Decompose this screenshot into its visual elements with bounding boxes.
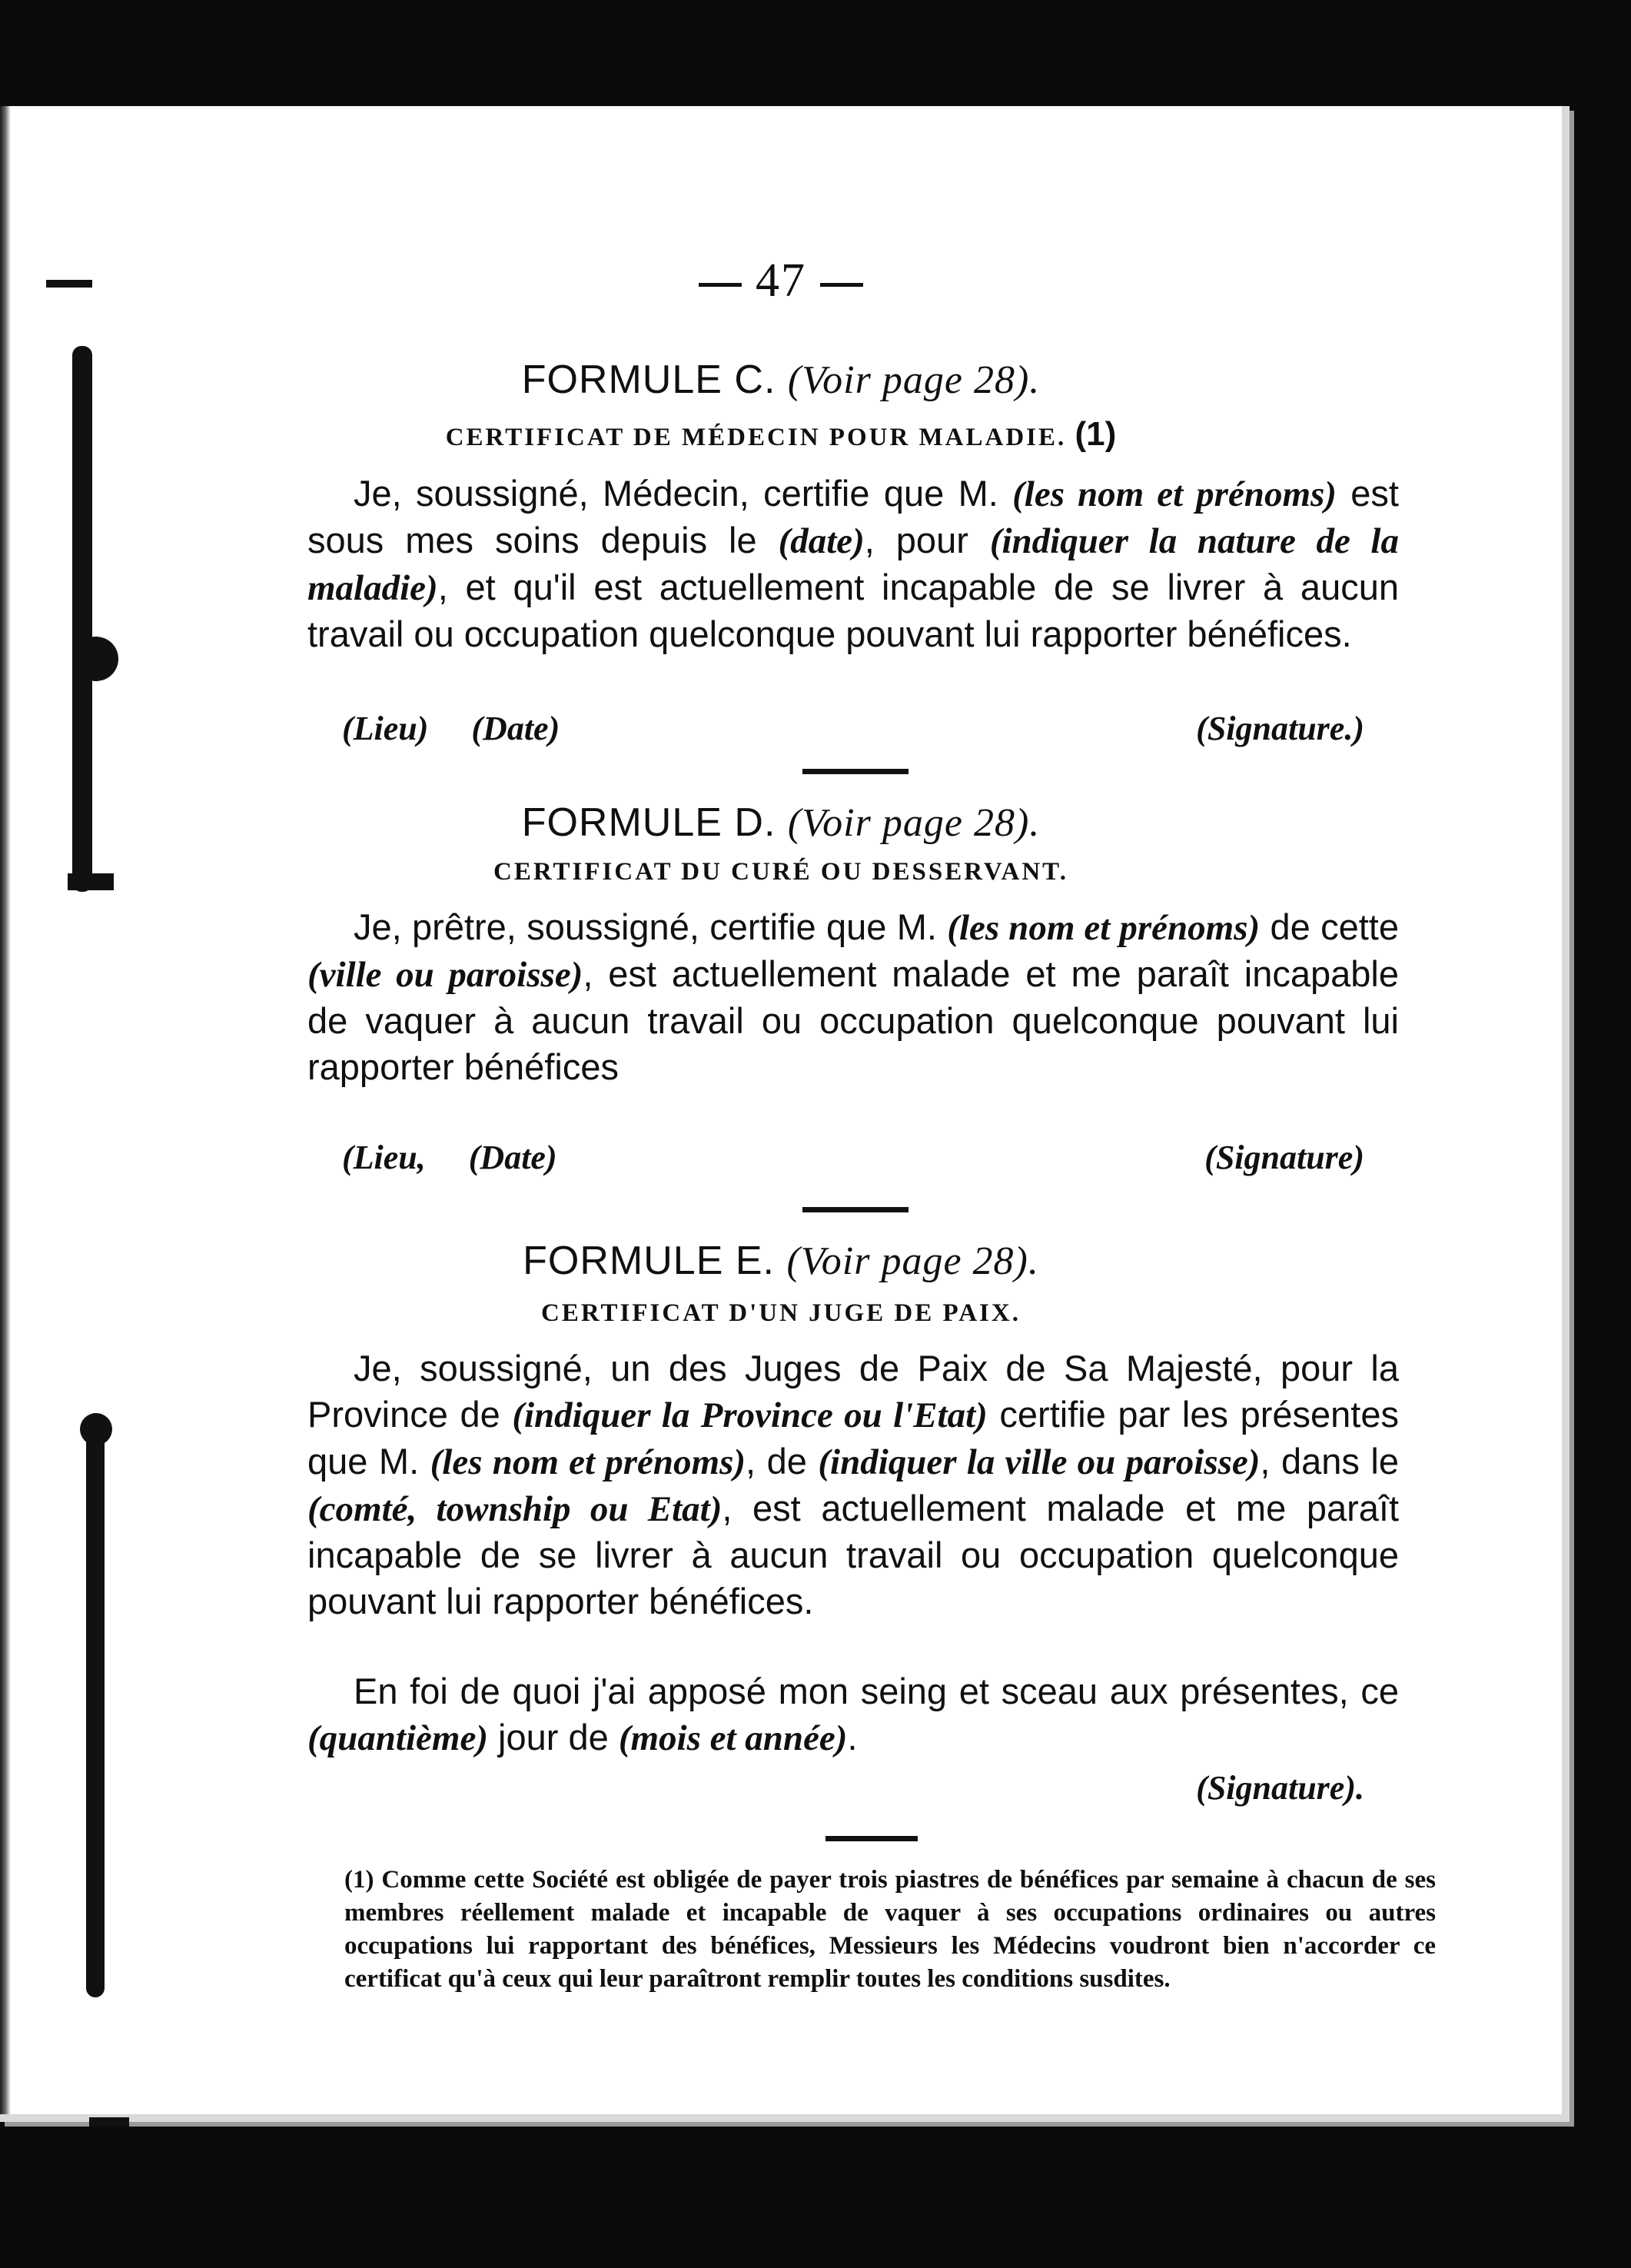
- placeholder-text: (ville ou paroisse): [307, 955, 583, 995]
- body-text-run: Je, soussigné, Médecin, certifie que M.: [354, 473, 1013, 514]
- formule-c-signature-line: [342, 709, 1364, 748]
- binding-knot-upper: [74, 637, 118, 681]
- body-text-run: , dans le: [1260, 1441, 1399, 1482]
- placeholder-text: (indiquer la Province ou l'Etat): [512, 1395, 988, 1435]
- formule-c-paragraph: [307, 471, 1399, 657]
- placeholder-text: (les nom et prénoms): [947, 908, 1261, 948]
- formule-c-heading: FORMULE C. (Voir page 28).: [521, 357, 1041, 402]
- place-field: (Lieu,: [342, 1139, 426, 1176]
- placeholder-text: (quantième): [307, 1718, 488, 1758]
- body-text-run: Je, soussigné, un des Juges de Paix de Sa Majesté, pour la Province de: [307, 1348, 1399, 1435]
- footnote: (1) Comme cette Société est obligée de payer trois piastres de bénéfices par semaine à chacun de ses membres réellement malade et incapable de vaquer à ses occupations ordinaires ou autres occupations lui rapportant des bénéfices, Messieurs les Médecins voudront bien n'accorder ce certificat qu'à ceux qui leur paraîtront remplir toutes les conditions susdites.: [344, 1866, 1436, 1993]
- placeholder-text: (comté, township ou Etat): [307, 1489, 722, 1529]
- formule-d-signature-line: [342, 1138, 1364, 1177]
- binding-knot-lower: [80, 1413, 112, 1445]
- body-text-run: , pour: [864, 520, 990, 560]
- formule-e-paragraph-2: [307, 1668, 1399, 1761]
- page-number: 47: [0, 254, 1562, 308]
- body-text-run: , est actuellement malade et me paraît incapable de se livrer à aucun travail ou occupation quelconque pouvant lui rapporter bénéfices.: [307, 1488, 1400, 1621]
- formule-d-page-ref: (Voir page 28).: [787, 801, 1041, 845]
- section-divider: [802, 769, 909, 774]
- placeholder-text: (les nom et prénoms): [430, 1442, 746, 1482]
- scanned-page: [0, 106, 1570, 2122]
- place-field: (Lieu): [342, 710, 429, 747]
- placeholder-text: (mois et année): [618, 1718, 848, 1758]
- body-text-run: jour de: [487, 1717, 619, 1758]
- body-text-run: .: [847, 1717, 858, 1758]
- placeholder-text: (date): [778, 521, 865, 561]
- placeholder-text: (indiquer la ville ou paroisse): [818, 1442, 1261, 1482]
- formule-d-subheading: CERTIFICAT DU CURÉ OU DESSERVANT.: [493, 858, 1068, 886]
- footnote-marker: (1): [1075, 415, 1117, 453]
- signature-field: (Signature): [1204, 1139, 1364, 1176]
- body-text-run: , et qu'il est actuellement incapable de se livrer à aucun travail ou occupation quelconque pouvant lui rapporter bénéfices.: [307, 567, 1399, 654]
- section-divider: [802, 1207, 909, 1212]
- body-text-run: , de: [746, 1441, 819, 1482]
- formule-c-page-ref: (Voir page 28).: [787, 358, 1041, 402]
- body-text-run: certifie par les présentes que M.: [307, 1394, 1399, 1482]
- body-text-run: Je, prêtre, soussigné, certifie que M.: [354, 906, 948, 947]
- placeholder-text: (les nom et prénoms): [1012, 474, 1337, 514]
- formule-e-page-ref: (Voir page 28).: [786, 1239, 1039, 1283]
- formule-e-heading: FORMULE E. (Voir page 28).: [523, 1239, 1039, 1283]
- formule-e-paragraph: [307, 1345, 1399, 1625]
- binding-stitch-bottom: [89, 2117, 129, 2127]
- dash-right: [820, 283, 863, 287]
- body-text-run: , est actuellement malade et me paraît incapable de vaquer à aucun travail ou occupation quelconque pouvant lui rapporter bénéfices: [307, 953, 1399, 1087]
- binding-thread-lower: [86, 1413, 105, 1997]
- formule-c-subheading: CERTIFICAT DE MÉDECIN POUR MALADIE. (1): [445, 415, 1117, 453]
- signature-field: (Signature).: [1196, 1769, 1364, 1807]
- body-text-run: de cette: [1260, 906, 1399, 947]
- formule-d-heading: FORMULE D. (Voir page 28).: [521, 800, 1041, 845]
- body-text-run: est sous mes soins depuis le: [307, 473, 1399, 560]
- footnote-divider: [825, 1836, 918, 1841]
- signature-field: (Signature.): [1196, 710, 1364, 747]
- binding-gutter: [0, 106, 11, 2114]
- date-field: (Date): [468, 1139, 557, 1176]
- formule-e-subheading: CERTIFICAT D'UN JUGE DE PAIX.: [541, 1299, 1021, 1327]
- dash-left: [699, 283, 742, 287]
- placeholder-text: (indiquer la nature de la maladie): [307, 521, 1399, 608]
- formule-d-paragraph: [307, 904, 1399, 1090]
- date-field: (Date): [471, 710, 560, 747]
- body-text-run: En foi de quoi j'ai apposé mon seing et sceau aux présentes, ce: [354, 1671, 1399, 1711]
